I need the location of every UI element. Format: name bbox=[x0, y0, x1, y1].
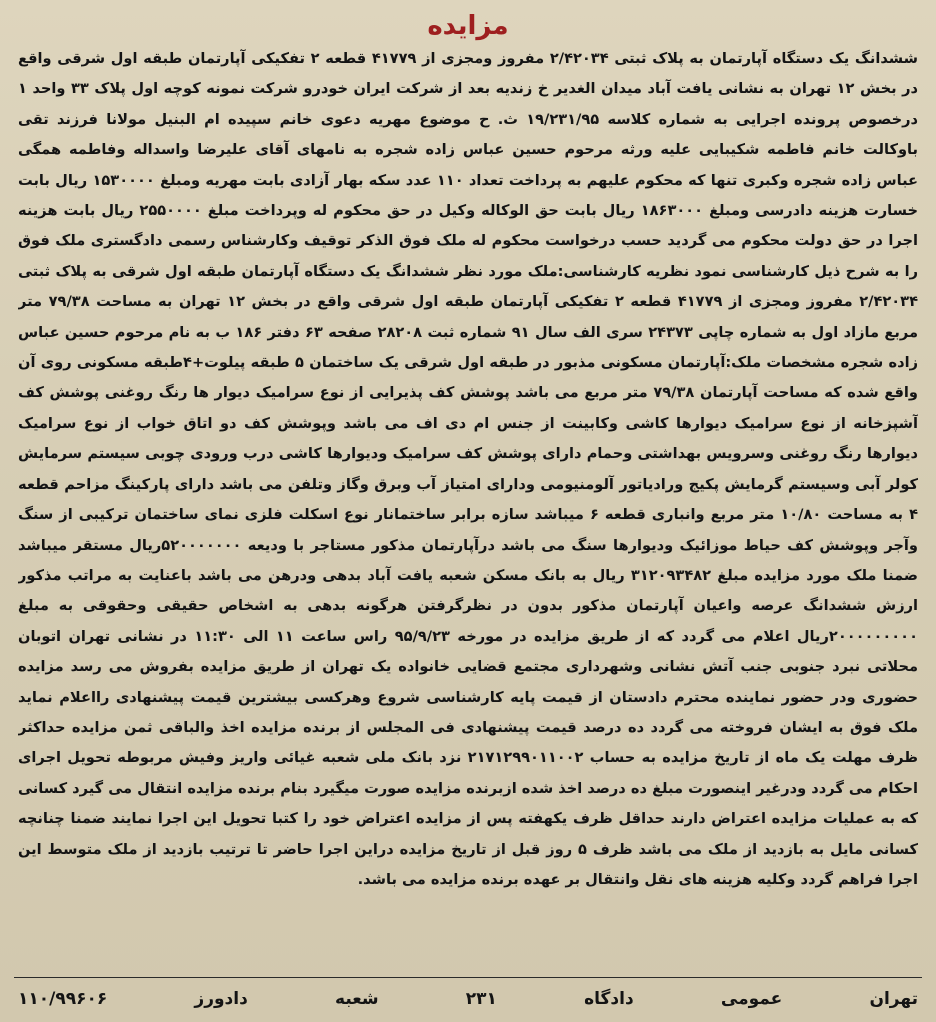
notice-footer bbox=[18, 983, 918, 1015]
footer-type: عمومی bbox=[720, 989, 783, 1009]
footer-code: ۱۱۰/۹۹۶۰۶ bbox=[18, 989, 108, 1009]
footer-branch-number: ۲۳۱ bbox=[465, 989, 497, 1009]
notice-body: ششدانگ یک دستگاه آپارتمان به پلاک ثبتی ۲/۴۲۰۳۴ مفروز ومجزی از ۴۱۷۷۹ قطعه ۲ تفکیکی آپارتمان طبقه اول شرقی واقع در بخش ۱۲ تهران به نشانی یافت آباد میدان الغدیر خ زندیه بعد از شرکت ایران خودرو شرکت نمونه کوچه اول پلاک ۳۳ واحد ۱ درخصوص پرونده اجرایی به شماره کلاسه ۱۹/۲۳۱/۹۵ ث. ح موضوع مهریه دعوی خانم سپیده ام البنیل مولانا فرزند تقی باوکالت خانم فاطمه شکیبایی علیه ورثه مرحوم حسین عباس زاده شجره به نامهای آقای علیرضا واسداله وفاطمه همگی عباس زاده شجره وکبری تنها که محکوم علیهم به پرداخت تعداد ۱۱۰ عدد سکه بهار آزادی بابت مهریه ومبلغ ۱۵۳۰۰۰۰ ریال بابت خسارت هزینه دادرسی ومبلغ ۱۸۶۳۰۰۰ ریال بابت حق الوکاله وکیل در حق محکوم له وپرداخت مبلغ ۲۵۵۰۰۰۰ ریال بابت هزینه اجرا در حق دولت محکوم می گردید حسب درخواست محکوم له ملک فوق الذکر توقیف وکارشناس رسمی دادگستری ملک فوق را به شرح ذیل کارشناسی نمود نظریه کارشناسی:ملک مورد نظر ششدانگ یک دستگاه آپارتمان طبقه اول شرقی به پلاک ثبتی ۲/۴۲۰۳۴ مفروز ومجزی از ۴۱۷۷۹ قطعه ۲ تفکیکی آپارتمان طبقه اول شرقی واقع در بخش ۱۲ تهران به مساحت ۷۹/۳۸ متر مربع مازاد اول به شماره چاپی ۲۴۳۷۳ سری الف سال ۹۱ شماره ثبت ۲۸۲۰۸ صفحه ۶۳ دفتر ۱۸۶ ب به نام مرحوم حسین عباس زاده شجره مشخصات ملک:آپارتمان مسکونی مذبور در طبقه اول شرقی یک ساختمان ۵ طبقه پیلوت+۴طبقه مسکونی روی آن واقع شده که مساحت آپارتمان ۷۹/۳۸ متر مربع می باشد پوشش کف پذیرایی از نوع سرامیک دیوار ها رنگ روغنی پوشش کف آشپزخانه از نوع سرامیک دیوارها کاشی وکابینت از جنس ام دی اف می باشد وپوشش کف دو اتاق خواب از نوع سرامیک دیوارها رنگ روغنی وسرویس بهداشتی وحمام دارای پوشش کف سرامیک ودیوارها کاشی درب ورودی چوبی سیستم سرمایش کولر آبی وسیستم گرمایش پکیج ورادیاتور آلومنیومی ودارای امتیاز آب وبرق وگاز وتلفن می باشد دارای پارکینگ مزاحم قطعه ۴ به مساحت ۱۰/۸۰ متر مربع وانباری قطعه ۶ میباشد سازه برابر ساختمانار نوع اسکلت فلزی نمای ساختمان ترکیبی از سنگ وآجر وپوشش کف حیاط موزائیک ودیوارها سنگ می باشد درآپارتمان مذکور مستاجر با ودیعه ۵۲۰۰۰۰۰۰۰ریال مستقر میباشد ضمنا ملک مورد مزایده مبلغ ۳۱۲۰۹۳۴۸۲ ریال به بانک مسکن شعبه یافت آباد بدهی ودرهن می باشد باعنایت به مراتب مذکور ارزش ششدانگ عرصه واعیان آپارتمان مذکور بدون در نظرگرفتن هرگونه بدهی به اشخاص حقیقی وحقوقی به مبلغ ۲۰۰۰۰۰۰۰۰۰ریال اعلام می گردد که از طریق مزایده در مورخه ۹۵/۹/۲۳ راس ساعت ۱۱ الی ۱۱:۳۰ در نشانی تهران اتوبان محلاتی نبرد جنوبی جنب آتش نشانی وشهرداری مجتمع قضایی خانواده یک تهران از طریق مزایده بفروش می رسد مزایده حضوری ودر حضور نماینده محترم دادستان از قیمت پایه کارشناسی شروع وهرکسی بیشترین قیمت پیشنهادی رااعلام نماید ملک فوق به ایشان فروخته می گردد ده درصد قیمت پیشنهادی فی المجلس از برنده مزایده اخذ والباقی ثمن مزایده حداکثر ظرف مهلت یک ماه از تاریخ مزایده به حساب ۲۱۷۱۲۹۹۰۱۱۰۰۲ نزد بانک ملی شعبه غیائی واریز وفیش مربوطه تحویل اجرای احکام می گردد ودرغیر اینصورت مبلغ ده درصد اخذ شده ازبرنده مزایده صورت میگیرد بنام برنده مزایده انتقال می گیرد کسانی که به عملیات مزایده اعتراض دارند حداقل ظرف یکهفته پس از مزایده اعتراض خود را کتبا تحویل این اجرا نمایند ضمنا چنانچه کسانی مایل به بازدید از ملک می باشد ظرف ۵ روز قبل از تاریخ مزایده دراین اجرا حاضر تا ترتیب بازدید از ملک متوسط این اجرا فراهم گردد وکلیه هزینه های نقل وانتقال بر عهده برنده مزایده می باشد. bbox=[18, 50, 918, 888]
footer-divider bbox=[14, 977, 922, 978]
footer-court: تهران bbox=[869, 989, 918, 1009]
footer-tribunal: دادگاه bbox=[584, 989, 634, 1009]
footer-judge: دادورز bbox=[194, 989, 248, 1009]
notice-title: مزایده bbox=[427, 11, 509, 41]
footer-branch-label: شعبه bbox=[335, 989, 379, 1009]
